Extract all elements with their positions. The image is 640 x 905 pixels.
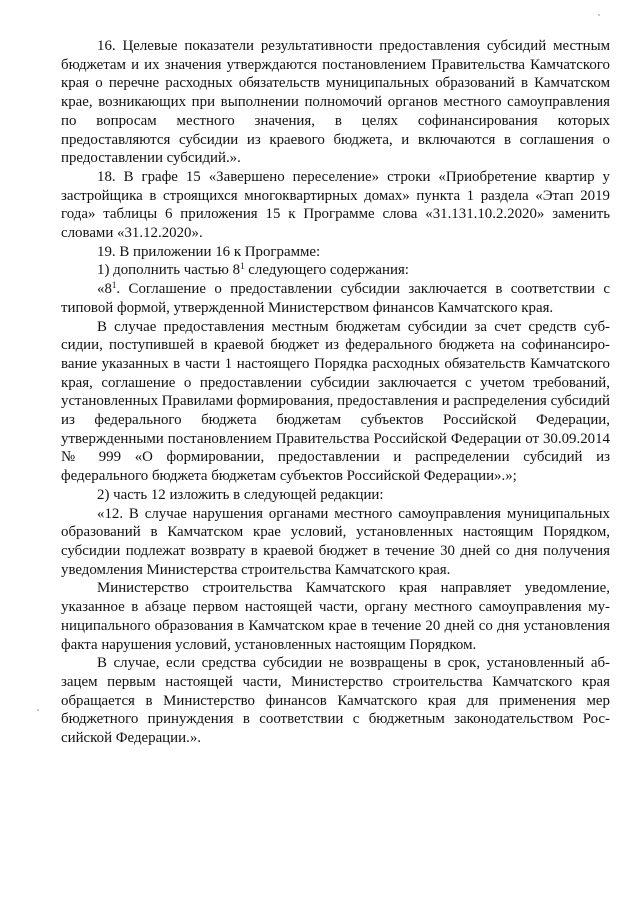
- item-1-text-start: 1) дополнить частью 8: [97, 262, 241, 279]
- scan-speck-top-right: [598, 14, 600, 16]
- paragraph-19-item-1: [61, 261, 610, 280]
- scan-speck-left-margin: [37, 709, 39, 711]
- paragraph-19-item-2: 2) часть 12 изложить в следующей редакции:: [97, 486, 384, 503]
- document-body: [61, 37, 610, 748]
- paragraph-final: В случае, если средства субсидии не возвращены в срок, установленный абзацем первым настоящей части, Министерство строительства Камчатского края обращается в Министерство финансов Камчатского края для применения мер бюджетного принуждения в соответствии с бюджетным законодательством Российской Федерации.».: [61, 655, 610, 747]
- item-1-text-end: следующего содержания:: [244, 262, 409, 279]
- paragraph-part-8-1: [61, 280, 610, 317]
- part-8-1-text-start: «8: [97, 281, 112, 298]
- part-8-1-text-end: . Соглашение о предоставлении субсидии заключается в соответствии с типовой формой, утвержденной Министерством финансов Камчатского края.: [61, 281, 610, 316]
- paragraph-18: 18. В графе 15 «Завершено переселение» строки «Приобретение квартир у застройщика в строящихся многоквартирных домах» пункта 1 раздела «Этап 2019 года» таблицы 6 приложения 15 к Программе слова «31.131.10.2.2020» заменить словами «31.12.2020».: [61, 168, 610, 242]
- paragraph-part-12: «12. В случае нарушения органами местного самоуправления муниципальных образований в Камчатском крае условий, установленных настоящим Порядком, субсидии подлежат возврату в краевой бюджет в течение 30 дней со дня получения уведомления Министерства строительства Камчатского края.: [61, 505, 610, 578]
- paragraph-ministry-notice: Министерство строительства Камчатского края направляет уведомление, указанное в абзаце первом настоящей части, органу местного самоуправления муниципального образования в Камчатском крае в течение 20 дней со дня установления факта нарушения условий, установленных настоящим Порядком.: [61, 580, 610, 653]
- paragraph-federal-subsidy: В случае предоставления местным бюджетам субсидии за счет средств субсидии, поступившей в краевой бюджет из федерального бюджета на софинансирование указанных в части 1 настоящего Порядка расходных обязательств Камчатского края, соглашение о предоставлении субсидии заключается с учетом требований, установленных Правилами формирования, предоставления и распределения субсидий из федерального бюджета бюджетам субъектов Российской Федерации, утвержденными постановлением Правительства Российской Федерации от 30.09.2014 № 999 «О формировании, предоставлении и распределении субсидий из федерального бюджета бюджетам субъектов Российской Федерации».»;: [61, 318, 610, 485]
- item-1-superscript: 1: [240, 261, 245, 272]
- paragraph-19: 19. В приложении 16 к Программе:: [97, 243, 321, 260]
- part-8-1-superscript: 1: [111, 280, 117, 291]
- paragraph-16: 16. Целевые показатели результативности предоставления субсидий местным бюджетам и их значения утверждаются постановлением Правительства Камчатского края о перечне расходных обязательств муниципальных образований в Камчатском крае, возникающих при выполнении полномочий органов местного самоуправления по вопросам местного значения, в целях софинансирования которых предоставляются субсидии из краевого бюджета, и включаются в соглашения о предоставлении субсидий.».: [61, 38, 610, 167]
